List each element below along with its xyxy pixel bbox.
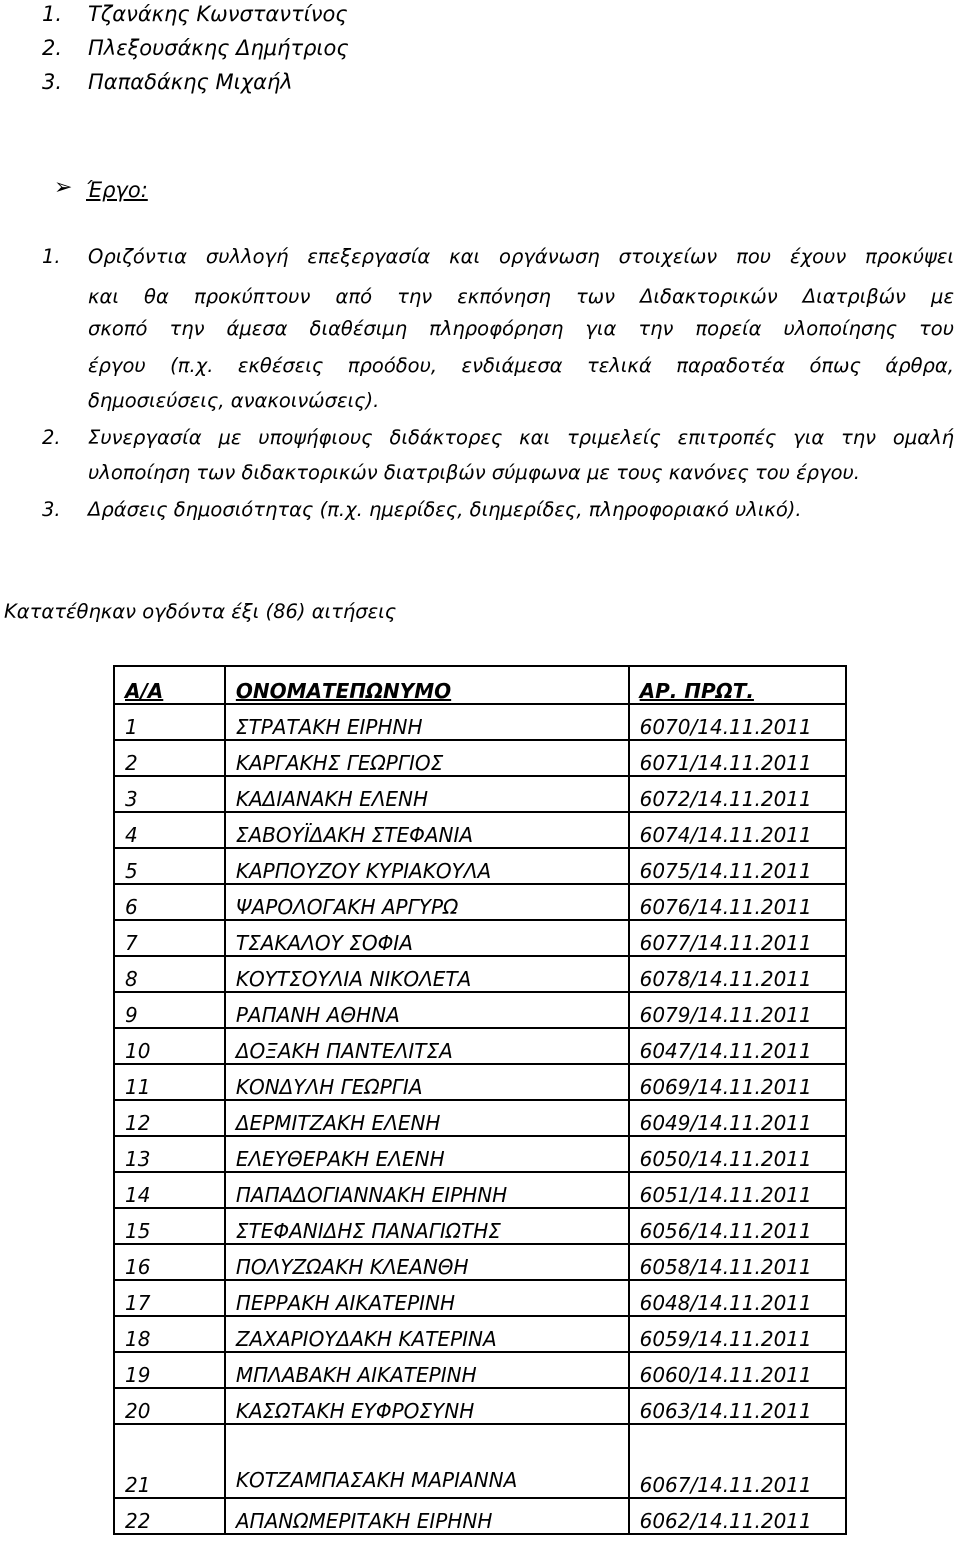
applicant-name-cell: ΚΑΡΠΟΥΖΟΥ ΚΥΡΙΑΚΟΥΛΑ xyxy=(225,848,629,884)
applicant-name-cell: ΑΠΑΝΩΜΕΡΙΤΑΚΗ ΕΙΡΗΝΗ xyxy=(225,1498,629,1534)
row-number-cell: 7 xyxy=(114,920,225,956)
column-header-aa: Α/Α xyxy=(114,666,225,704)
protocol-number-cell: 6048/14.11.2011 xyxy=(629,1280,846,1316)
row-number-cell: 21 xyxy=(114,1424,225,1498)
table-row xyxy=(114,920,846,956)
table-row xyxy=(114,1388,846,1424)
protocol-number-cell: 6059/14.11.2011 xyxy=(629,1316,846,1352)
applicant-name-cell: ΣΑΒΟΥΪΔΑΚΗ ΣΤΕΦΑΝΙΑ xyxy=(225,812,629,848)
protocol-number-cell: 6076/14.11.2011 xyxy=(629,884,846,920)
work-item-line: Οριζόντια συλλογή επεξεργασία και οργάνωση στοιχείων που έχουν προκύψει xyxy=(88,245,954,268)
table-row xyxy=(114,992,846,1028)
applicant-name-cell: ΣΤΡΑΤΑΚΗ ΕΙΡΗΝΗ xyxy=(225,704,629,740)
table-row xyxy=(114,1498,846,1534)
row-number-cell: 10 xyxy=(114,1028,225,1064)
applicant-name-cell: ΚΑΔΙΑΝΑΚΗ ΕΛΕΝΗ xyxy=(225,776,629,812)
row-number-cell: 5 xyxy=(114,848,225,884)
table-row xyxy=(114,848,846,884)
row-number-cell: 3 xyxy=(114,776,225,812)
work-item-number: 2. xyxy=(42,426,61,449)
applicant-name-cell: ΠΟΛΥΖΩΑΚΗ ΚΛΕΑΝΘΗ xyxy=(225,1244,629,1280)
applicant-name-cell: ΚΑΣΩΤΑΚΗ ΕΥΦΡΟΣΥΝΗ xyxy=(225,1388,629,1424)
row-number-cell: 15 xyxy=(114,1208,225,1244)
applicant-name-cell: ΨΑΡΟΛΟΓΑΚΗ ΑΡΓΥΡΩ xyxy=(225,884,629,920)
row-number-cell: 9 xyxy=(114,992,225,1028)
work-item-line: Δράσεις δημοσιότητας (π.χ. ημερίδες, διημερίδες, πληροφοριακό υλικό). xyxy=(88,498,802,521)
work-item-number: 1. xyxy=(42,245,61,268)
table-row xyxy=(114,704,846,740)
applicant-name-cell: ΜΠΛΑΒΑΚΗ ΑΙΚΑΤΕΡΙΝΗ xyxy=(225,1352,629,1388)
protocol-number-cell: 6051/14.11.2011 xyxy=(629,1172,846,1208)
applicant-name-cell: ΔΕΡΜΙΤΖΑΚΗ ΕΛΕΝΗ xyxy=(225,1100,629,1136)
table-row xyxy=(114,812,846,848)
table-row xyxy=(114,1100,846,1136)
table-row xyxy=(114,1244,846,1280)
row-number-cell: 4 xyxy=(114,812,225,848)
team-member-name: Παπαδάκης Μιχαήλ xyxy=(88,70,293,94)
table-row xyxy=(114,1280,846,1316)
list-number: 3. xyxy=(42,70,63,94)
applicant-name-cell: ΤΣΑΚΑΛΟΥ ΣΟΦΙΑ xyxy=(225,920,629,956)
work-item-line: δημοσιεύσεις, ανακοινώσεις). xyxy=(88,389,380,412)
team-member-name: Τζανάκης Κωνσταντίνος xyxy=(88,2,348,26)
protocol-number-cell: 6069/14.11.2011 xyxy=(629,1064,846,1100)
row-number-cell: 13 xyxy=(114,1136,225,1172)
list-number: 2. xyxy=(42,36,63,60)
work-item-line: Συνεργασία με υποψήφιους διδάκτορες και τριμελείς επιτροπές για την ομαλή xyxy=(88,426,954,449)
row-number-cell: 1 xyxy=(114,704,225,740)
protocol-number-cell: 6050/14.11.2011 xyxy=(629,1136,846,1172)
row-number-cell: 17 xyxy=(114,1280,225,1316)
protocol-number-cell: 6074/14.11.2011 xyxy=(629,812,846,848)
row-number-cell: 16 xyxy=(114,1244,225,1280)
column-header-protocol: ΑΡ. ΠΡΩΤ. xyxy=(629,666,846,704)
applications-count-text: Κατατέθηκαν ογδόντα έξι (86) αιτήσεις xyxy=(4,600,397,623)
row-number-cell: 14 xyxy=(114,1172,225,1208)
team-member-name: Πλεξουσάκης Δημήτριος xyxy=(88,36,349,60)
row-number-cell: 18 xyxy=(114,1316,225,1352)
applicant-name-cell: ΔΟΞΑΚΗ ΠΑΝΤΕΛΙΤΣΑ xyxy=(225,1028,629,1064)
protocol-number-cell: 6056/14.11.2011 xyxy=(629,1208,846,1244)
applicant-name-cell: ΕΛΕΥΘΕΡΑΚΗ ΕΛΕΝΗ xyxy=(225,1136,629,1172)
row-number-cell: 2 xyxy=(114,740,225,776)
protocol-number-cell: 6071/14.11.2011 xyxy=(629,740,846,776)
protocol-number-cell: 6072/14.11.2011 xyxy=(629,776,846,812)
list-number: 1. xyxy=(42,2,63,26)
work-item-line: σκοπό την άμεσα διαθέσιμη πληροφόρηση για την πορεία υλοποίησης του xyxy=(88,317,954,340)
applicant-name-cell: ΠΑΠΑΔΟΓΙΑΝΝΑΚΗ ΕΙΡΗΝΗ xyxy=(225,1172,629,1208)
table-row xyxy=(114,1172,846,1208)
row-number-cell: 8 xyxy=(114,956,225,992)
table-row xyxy=(114,776,846,812)
protocol-number-cell: 6078/14.11.2011 xyxy=(629,956,846,992)
applicant-name-cell: ΚΟΝΔΥΛΗ ΓΕΩΡΓΙΑ xyxy=(225,1064,629,1100)
protocol-number-cell: 6062/14.11.2011 xyxy=(629,1498,846,1534)
applicant-name-cell: ΖΑΧΑΡΙΟΥΔΑΚΗ ΚΑΤΕΡΙΝΑ xyxy=(225,1316,629,1352)
column-header-name: ΟΝΟΜΑΤΕΠΩΝΥΜΟ xyxy=(225,666,629,704)
table-row xyxy=(114,740,846,776)
protocol-number-cell: 6077/14.11.2011 xyxy=(629,920,846,956)
arrowhead-bullet-icon: ➢ xyxy=(54,175,73,200)
applicant-name-cell: ΚΟΤΖΑΜΠΑΣΑΚΗ ΜΑΡΙΑΝΝΑ xyxy=(225,1424,629,1498)
applicant-name-cell: ΚΑΡΓΑΚΗΣ ΓΕΩΡΓΙΟΣ xyxy=(225,740,629,776)
protocol-number-cell: 6075/14.11.2011 xyxy=(629,848,846,884)
protocol-number-cell: 6063/14.11.2011 xyxy=(629,1388,846,1424)
row-number-cell: 6 xyxy=(114,884,225,920)
row-number-cell: 19 xyxy=(114,1352,225,1388)
applicant-name-cell: ΚΟΥΤΣΟΥΛΙΑ ΝΙΚΟΛΕΤΑ xyxy=(225,956,629,992)
row-number-cell: 12 xyxy=(114,1100,225,1136)
table-row xyxy=(114,884,846,920)
protocol-number-cell: 6070/14.11.2011 xyxy=(629,704,846,740)
work-heading-label: Έργο: xyxy=(86,178,148,202)
applications-table xyxy=(113,665,847,1535)
row-number-cell: 20 xyxy=(114,1388,225,1424)
table-row xyxy=(114,956,846,992)
work-item-line: και θα προκύπτουν από την εκπόνηση των Διδακτορικών Διατριβών με xyxy=(88,285,954,308)
table-row xyxy=(114,1028,846,1064)
table-row xyxy=(114,1352,846,1388)
row-number-cell: 22 xyxy=(114,1498,225,1534)
table-row xyxy=(114,1208,846,1244)
protocol-number-cell: 6079/14.11.2011 xyxy=(629,992,846,1028)
work-item-line: έργου (π.χ. εκθέσεις προόδου, ενδιάμεσα τελικά παραδοτέα όπως άρθρα, xyxy=(88,354,954,377)
protocol-number-cell: 6067/14.11.2011 xyxy=(629,1424,846,1498)
work-item-number: 3. xyxy=(42,498,61,521)
protocol-number-cell: 6058/14.11.2011 xyxy=(629,1244,846,1280)
protocol-number-cell: 6060/14.11.2011 xyxy=(629,1352,846,1388)
applicant-name-cell: ΡΑΠΑΝΗ ΑΘΗΝΑ xyxy=(225,992,629,1028)
table-row xyxy=(114,1136,846,1172)
work-item-line: υλοποίηση των διδακτορικών διατριβών σύμφωνα με τους κανόνες του έργου. xyxy=(88,461,860,484)
protocol-number-cell: 6049/14.11.2011 xyxy=(629,1100,846,1136)
applicant-name-cell: ΣΤΕΦΑΝΙΔΗΣ ΠΑΝΑΓΙΩΤΗΣ xyxy=(225,1208,629,1244)
table-row xyxy=(114,1064,846,1100)
row-number-cell: 11 xyxy=(114,1064,225,1100)
table-header-row xyxy=(114,666,846,704)
protocol-number-cell: 6047/14.11.2011 xyxy=(629,1028,846,1064)
table-row xyxy=(114,1424,846,1498)
table-row xyxy=(114,1316,846,1352)
applicant-name-cell: ΠΕΡΡΑΚΗ ΑΙΚΑΤΕΡΙΝΗ xyxy=(225,1280,629,1316)
